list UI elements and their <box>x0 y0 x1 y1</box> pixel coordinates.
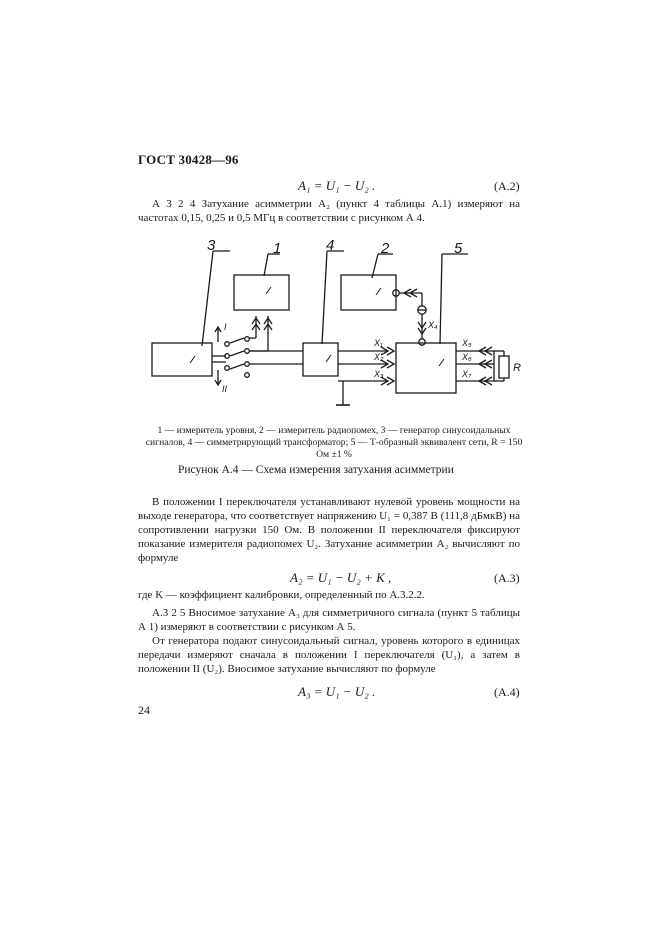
schematic-figure <box>138 238 528 418</box>
figure-caption: 1 — измеритель уровня, 2 — измеритель радиопомех, 3 — генератор синусоидальных сигналов, 4 — симметрирующий трансформатор; 5 — Т-образный эквивалент сети, R = 150 Ом ±1 % <box>145 425 523 460</box>
label-x1: X₁ <box>374 338 383 348</box>
paragraph-a325: А.3 2 5 Вносимое затухание A₃ для симметричного сигнала (пункт 5 таблицы А 1) измеряют в соответствии с рисунком А 5. <box>138 607 520 633</box>
label-x6: X₆ <box>462 352 472 362</box>
paragraph-a324: А 3 2 4 Затухание асимметрии A₂ (пункт 4 таблицы А.1) измеряют на частотах 0,15, 0,25 и 0,5 МГц в соответствии с рисунком А 4. <box>138 198 520 224</box>
block-t-network <box>396 343 456 393</box>
formula-a4-number: (А.4) <box>494 685 520 699</box>
label-number-5: 5 <box>454 240 463 257</box>
label-number-2: 2 <box>381 240 390 257</box>
label-r: R <box>513 362 521 374</box>
formula-a4: A₃ = U₁ − U₂ . <box>298 684 376 699</box>
formula-a3-number: (А.3) <box>494 571 520 585</box>
paragraph-generator: От генератора подают синусоидальный сигнал, уровень которого в единицах передачи измеряют сначала в положении I переключателя (U₁), а затем в положении II (U₂). Вносимое затухание вычисляют по формуле <box>138 635 520 675</box>
formula-a2-number: (A.2) <box>494 179 520 193</box>
label-number-4: 4 <box>326 238 335 254</box>
label-x7: X₇ <box>462 369 472 379</box>
paragraph-k: где K — коэффициент калибровки, определенный по А.3.2.2. <box>138 589 425 601</box>
label-x5: X₅ <box>462 338 472 348</box>
label-number-1: 1 <box>273 240 282 257</box>
block-transformer <box>303 343 338 376</box>
figure-title: Рисунок А.4 — Схема измерения затухания асимметрии <box>178 464 454 476</box>
paragraph-main: В положении I переключателя устанавливают нулевой уровень мощности на выходе генератора, что соответствует напряжению U₁ = 0,387 В (111,8 дБмкВ) на сопротивлении нагрузки 150 Ом. В положении II переключателя фиксируют показание измерителя радиопомех U₂. Затухание асимметрии A₂ вычисляют по формуле <box>138 496 520 564</box>
formula-a2: A₁ = U₁ − U₂ . <box>298 178 376 193</box>
label-x3: X₃ <box>374 369 384 379</box>
resistor-r <box>499 356 509 378</box>
label-x2: X₂ <box>374 352 384 362</box>
block-generator <box>152 343 212 376</box>
label-position-ii: II <box>222 384 228 394</box>
formula-a3: A₂ = U₁ − U₂ + K , <box>290 570 392 585</box>
label-x4: X₄ <box>428 320 438 330</box>
block-level-meter <box>234 275 289 310</box>
document-header: ГОСТ 30428—96 <box>138 152 239 167</box>
label-position-i: I <box>224 322 227 332</box>
block-interference-meter <box>341 275 396 310</box>
label-number-3: 3 <box>207 238 216 254</box>
page-number: 24 <box>138 703 150 717</box>
